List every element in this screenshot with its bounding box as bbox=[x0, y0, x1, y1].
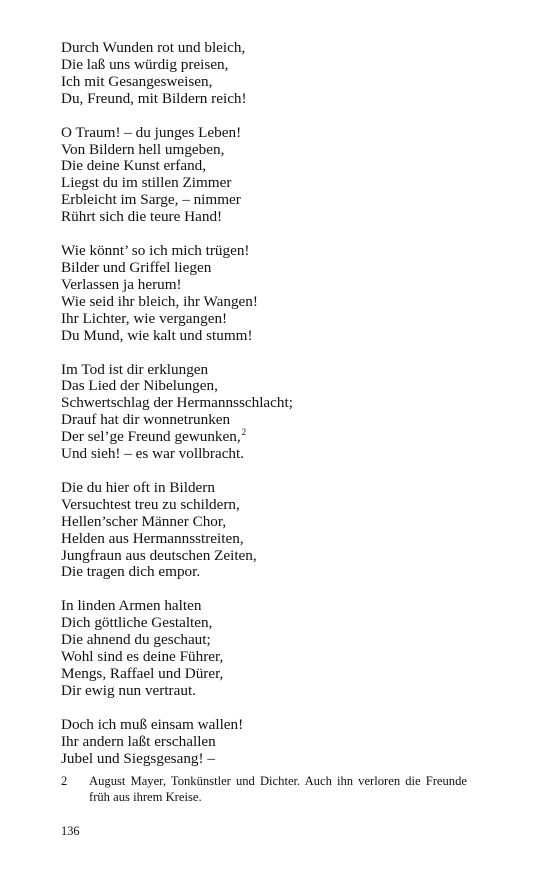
poem-line-text: Der sel’ge Freund gewunken, bbox=[61, 428, 241, 446]
stanza-1 bbox=[61, 40, 481, 108]
poem bbox=[61, 40, 481, 785]
poem-line: Die ahnend du geschaut; bbox=[61, 631, 211, 649]
poem-line: Helden aus Hermannsstreiten, bbox=[61, 529, 244, 547]
poem-line: Durch Wunden rot und bleich, bbox=[61, 39, 246, 56]
poem-line: Doch ich muß einsam wallen! bbox=[61, 715, 244, 733]
poem-line: Jubel und Siegsgesang! – bbox=[61, 749, 215, 767]
stanza-4 bbox=[61, 362, 481, 463]
poem-line: Erbleicht im Sarge, – nimmer bbox=[61, 191, 241, 209]
poem-line: Wie könnt’ so ich mich trügen! bbox=[61, 242, 250, 260]
poem-line: In linden Armen halten bbox=[61, 597, 202, 615]
poem-line: Rührt sich die teure Hand! bbox=[61, 208, 223, 226]
poem-line: Du, Freund, mit Bildern reich! bbox=[61, 89, 247, 107]
poem-line: Dich göttliche Gestalten, bbox=[61, 614, 213, 632]
footnote-number: 2 bbox=[61, 774, 68, 788]
poem-line: Die tragen dich empor. bbox=[61, 563, 201, 581]
poem-line-with-footnote bbox=[61, 429, 481, 446]
footnote bbox=[61, 773, 467, 805]
poem-line: Hellen’scher Männer Chor, bbox=[61, 512, 227, 530]
poem-line: Liegst du im stillen Zimmer bbox=[61, 174, 232, 192]
poem-line: Wie seid ihr bleich, ihr Wangen! bbox=[61, 292, 258, 310]
poem-line: Die deine Kunst erfand, bbox=[61, 157, 207, 175]
poem-line: Verlassen ja herum! bbox=[61, 275, 182, 293]
stanza-6 bbox=[61, 598, 481, 699]
footnote-text: August Mayer, Tonkünstler und Dichter. Auch ihn verloren die Freunde früh aus ihrem Kreise. bbox=[89, 774, 467, 804]
poem-line: Bilder und Griffel liegen bbox=[61, 258, 212, 276]
poem-line: Das Lied der Nibelungen, bbox=[61, 377, 218, 395]
poem-line: Ich mit Gesangesweisen, bbox=[61, 72, 213, 90]
stanza-7 bbox=[61, 717, 481, 768]
poem-line: Ihr Lichter, wie vergangen! bbox=[61, 309, 228, 327]
stanza-3 bbox=[61, 243, 481, 344]
poem-line: Und sieh! – es war vollbracht. bbox=[61, 445, 245, 463]
poem-line: Jungfraun aus deutschen Zeiten, bbox=[61, 546, 257, 564]
stanza-2 bbox=[61, 125, 481, 226]
poem-line: Die du hier oft in Bildern bbox=[61, 478, 215, 496]
poem-line: Dir ewig nun vertraut. bbox=[61, 681, 196, 699]
poem-line: Wohl sind es deine Führer, bbox=[61, 648, 224, 666]
poem-line: Drauf hat dir wonnetrunken bbox=[61, 411, 231, 429]
poem-line: Im Tod ist dir erklungen bbox=[61, 360, 209, 378]
poem-line: Du Mund, wie kalt und stumm! bbox=[61, 326, 253, 344]
page-number: 136 bbox=[61, 824, 80, 838]
poem-line: Von Bildern hell umgeben, bbox=[61, 140, 225, 158]
footnote-reference: 2 bbox=[241, 427, 247, 438]
poem-line: Schwertschlag der Hermannsschlacht; bbox=[61, 394, 293, 412]
poem-line: O Traum! – du junges Leben! bbox=[61, 123, 242, 141]
poem-line: Mengs, Raffael und Dürer, bbox=[61, 665, 224, 682]
poem-line: Ihr andern laßt erschallen bbox=[61, 732, 216, 750]
poem-line: Die laß uns würdig preisen, bbox=[61, 55, 229, 73]
stanza-5 bbox=[61, 480, 481, 581]
poem-line: Versuchtest treu zu schildern, bbox=[61, 495, 240, 513]
